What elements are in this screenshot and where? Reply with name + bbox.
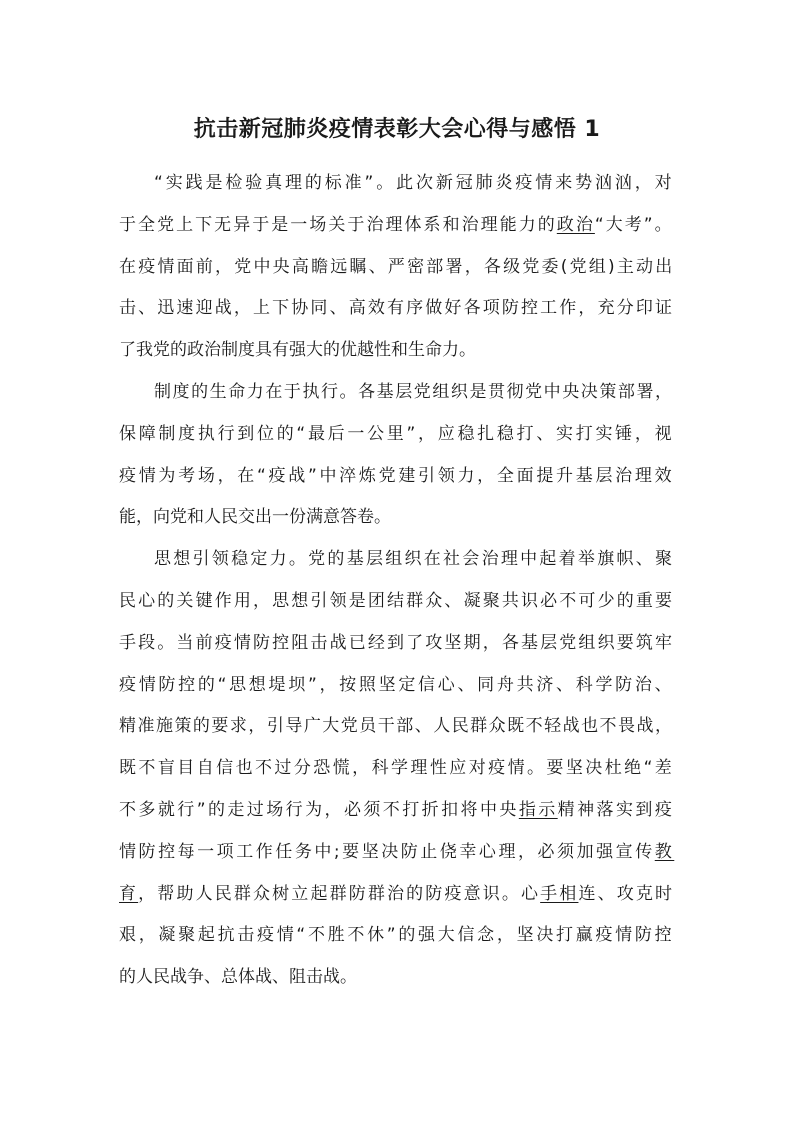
text-segment: “大考”。 (594, 214, 674, 235)
text-line (119, 882, 674, 906)
text-line (154, 380, 674, 404)
text-line (154, 171, 675, 195)
text-line (119, 673, 674, 697)
text-segment: 连、攻克时 (578, 883, 675, 904)
text-line (119, 798, 674, 822)
text-segment: 能，向党和人民交出一份满意答卷。 (119, 507, 391, 528)
text-line (119, 714, 673, 738)
underlined-text: 教 (654, 841, 675, 862)
text-line (119, 338, 476, 362)
text-segment: 保障制度执行到位的“最后一公里”，应稳扎稳打、实打实锤，视 (119, 423, 675, 444)
text-segment: 思想引领稳定力。党的基层组织在社会治理中起着举旗帜、聚 (154, 549, 675, 570)
text-line (119, 213, 674, 237)
underlined-text: 政治 (556, 214, 595, 235)
text-segment: 不多就行”的走过场行为，必须不打折扣将中央 (119, 800, 519, 820)
text-line (119, 464, 674, 488)
text-line (119, 631, 674, 655)
text-line (119, 756, 674, 780)
document-title: 抗击新冠肺炎疫情表彰大会心得与感悟 1 (193, 117, 601, 142)
text-segment: 的人民战争、总体战、阻击战。 (119, 967, 357, 988)
text-line (119, 840, 674, 864)
text-segment: 艰，凝聚起抗击疫情“不胜不休”的强大信念，坚决打赢疫情防控 (119, 925, 675, 946)
text-line (119, 255, 674, 279)
text-segment: ，帮助人民群众树立起群防群治的防疫意识。心 (138, 883, 541, 904)
text-segment: 制度的生命力在于执行。各基层党组织是贯彻党中央决策部署， (154, 382, 674, 402)
underlined-text: 手相 (540, 883, 579, 904)
underlined-text: 指示 (518, 800, 558, 820)
text-segment: 在疫情面前，党中央高瞻远瞩、严密部署，各级党委(党组)主动出 (119, 256, 675, 277)
text-segment: 精准施策的要求，引导广大党员干部、人民群众既不轻战也不畏战， (119, 716, 674, 737)
text-segment: 于全党上下无异于是一场关于治理体系和治理能力的 (119, 214, 557, 235)
underlined-text: 育 (119, 883, 139, 904)
text-line (119, 296, 674, 320)
text-segment: 击、迅速迎战，上下协同、高效有序做好各项防控工作，充分印证 (119, 298, 675, 319)
text-line (119, 422, 674, 446)
text-line (119, 965, 357, 989)
text-segment: 精神落实到疫 (557, 800, 675, 820)
text-segment: 民心的关键作用，思想引领是团结群众、凝聚共识必不可少的重要 (119, 591, 675, 611)
text-line (154, 547, 674, 571)
text-segment: 疫情为考场，在“疫战”中淬炼党建引领力，全面提升基层治理效 (119, 465, 675, 486)
text-segment: 既不盲目自信也不过分恐慌，科学理性应对疫情。要坚决杜绝“差 (119, 758, 675, 779)
text-segment: “实践是检验真理的标准”。此次新冠肺炎疫情来势汹汹，对 (154, 173, 675, 193)
text-line (119, 505, 391, 529)
text-segment: 情防控每一项工作任务中;要坚决防止侥幸心理，必须加强宣传 (119, 841, 655, 862)
text-line (119, 589, 674, 613)
text-segment: 手段。当前疫情防控阻击战已经到了攻坚期，各基层党组织要筑牢 (119, 632, 675, 653)
text-line (119, 923, 674, 947)
text-segment: 疫情防控的“思想堤坝”，按照坚定信心、同舟共济、科学防治、 (119, 674, 675, 695)
text-segment: 了我党的政治制度具有强大的优越性和生命力。 (119, 340, 476, 361)
